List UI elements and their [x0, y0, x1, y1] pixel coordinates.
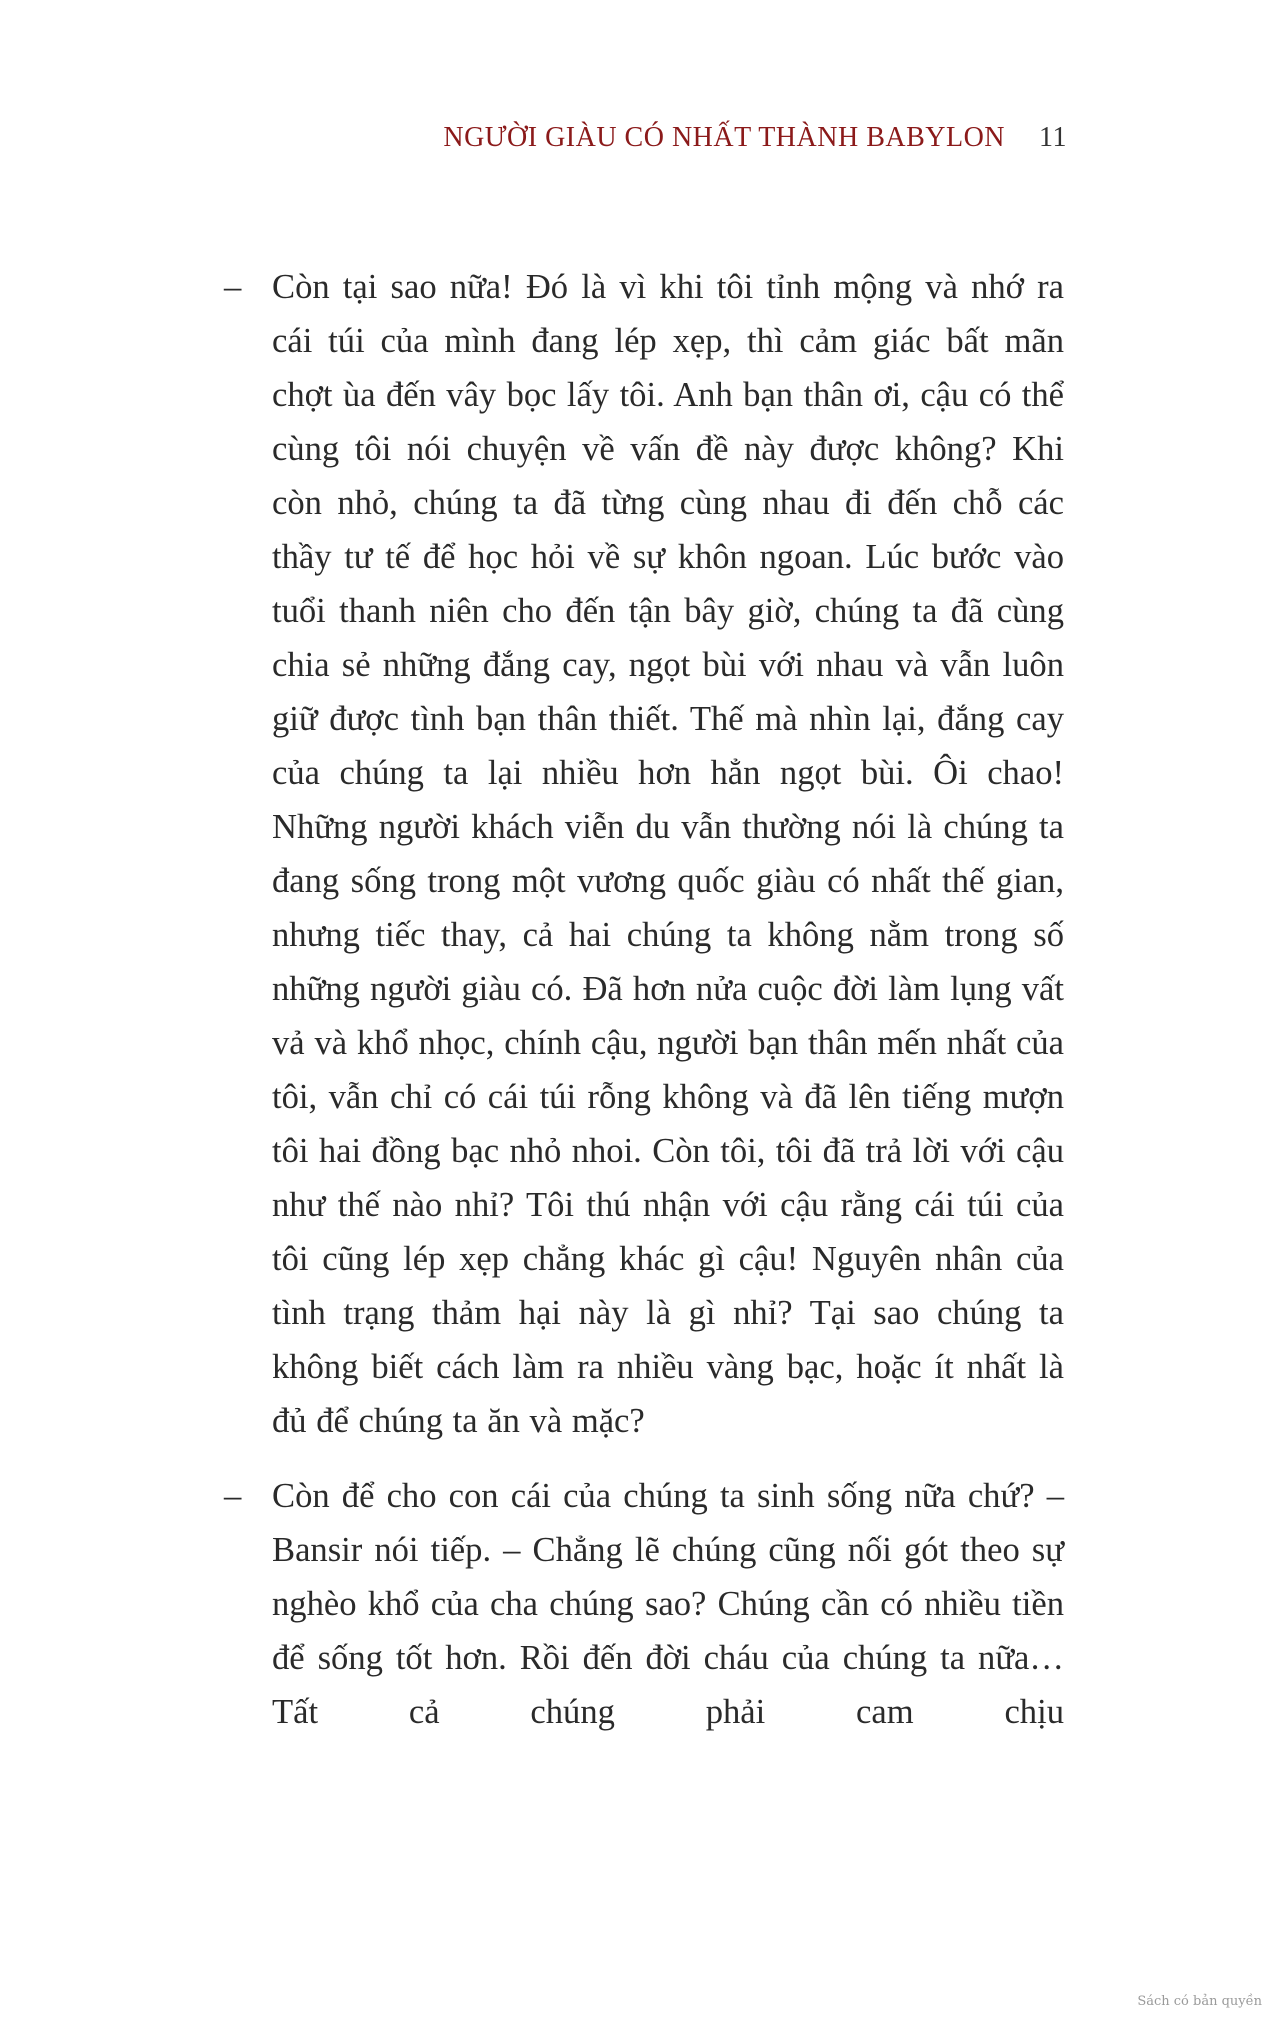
- body-text: [224, 260, 1064, 1760]
- paragraph-text: Còn tại sao nữa! Đó là vì khi tôi tỉnh mộng và nhớ ra cái túi của mình đang lép xẹp, thì cảm giác bất mãn chợt ùa đến vây bọc lấy tôi. Anh bạn thân ơi, cậu có thể cùng tôi nói chuyện về vấn đề này được không? Khi còn nhỏ, chúng ta đã từng cùng nhau đi đến chỗ các thầy tư tế để học hỏi về sự khôn ngoan. Lúc bước vào tuổi thanh niên cho đến tận bây giờ, chúng ta đã cùng chia sẻ những đắng cay, ngọt bùi với nhau và vẫn luôn giữ được tình bạn thân thiết. Thế mà nhìn lại, đắng cay của chúng ta lại nhiều hơn hẳn ngọt bùi. Ôi chao! Những người khách viễn du vẫn thường nói là chúng ta đang sống trong một vương quốc giàu có nhất thế gian, nhưng tiếc thay, cả hai chúng ta không nằm trong số những người giàu có. Đã hơn nửa cuộc đời làm lụng vất vả và khổ nhọc, chính cậu, người bạn thân mến nhất của tôi, vẫn chỉ có cái túi rỗng không và đã lên tiếng mượn tôi hai đồng bạc nhỏ nhoi. Còn tôi, tôi đã trả lời với cậu như thế nào nhỉ? Tôi thú nhận với cậu rằng cái túi của tôi cũng lép xẹp chẳng khác gì cậu! Nguyên nhân của tình trạng thảm hại này là gì nhỉ? Tại sao chúng ta không biết cách làm ra nhiều vàng bạc, hoặc ít nhất là đủ để chúng ta ăn và mặc?: [272, 268, 1064, 1440]
- running-header: [0, 118, 1067, 158]
- dialogue-paragraph: [224, 1469, 1064, 1739]
- paragraph-text: Còn để cho con cái của chúng ta sinh sống nữa chứ? – Bansir nói tiếp. – Chẳng lẽ chúng cũng nối gót theo sự nghèo khổ của cha chúng sao? Chúng cần có nhiều tiền để sống tốt hơn. Rồi đến đời cháu của chúng ta nữa… Tất cả chúng phải cam chịu: [272, 1477, 1064, 1731]
- dialogue-paragraph: [224, 260, 1064, 1448]
- book-title: NGƯỜI GIÀU CÓ NHẤT THÀNH BABYLON: [443, 122, 1006, 153]
- dialogue-dash: –: [224, 268, 242, 306]
- copyright-note: Sách có bản quyền: [1137, 1994, 1262, 2009]
- page-number: 11: [1039, 122, 1067, 153]
- dialogue-dash: –: [224, 1477, 242, 1515]
